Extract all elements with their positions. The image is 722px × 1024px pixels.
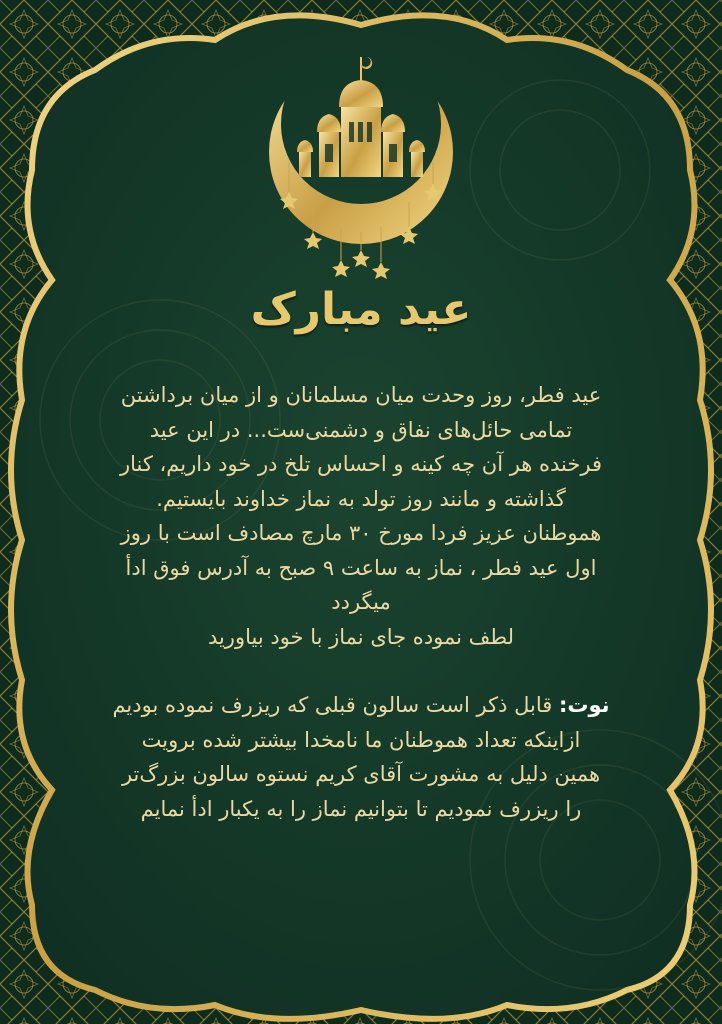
- message-line: گذاشته و مانند روز تولد به نماز خداوند بایستیم.: [156, 486, 566, 511]
- card-content: [30, 0, 692, 1024]
- greeting-title: عید مبارک: [250, 284, 472, 335]
- message-line: هموطنان عزیز فردا مورخ ۳۰ مارچ مصادف است با روز: [120, 521, 602, 545]
- message-line: فرخنده هر آن چه کینه و احساس تلخ در خود داریم، کنار: [119, 452, 603, 476]
- note-line: قابل ذکر است سالون قبلی که ریزرف نموده بودیم: [112, 693, 553, 717]
- message-line: اول عید فطر ، نماز به ساعت ۹ صبح به آدرس فوق ادأ: [125, 555, 597, 580]
- note-line: را ریزرف نمودیم تا بتوانیم نماز را به یکبار ادأ نمایم: [140, 796, 582, 821]
- note-first-line: [30, 688, 692, 723]
- message-line: عید فطر، روز وحدت میان مسلمانان و از میان برداشتن: [120, 383, 602, 407]
- message-body: [40, 378, 682, 654]
- note-line: همین دلیل به مشورت آقای کریم نستوه سالون بزرگ‌تر: [121, 762, 601, 786]
- message-line: میگردد: [331, 590, 391, 614]
- note-line: ازاینکه تعداد هموطنان ما نامخدا بیشتر شده برویت: [141, 727, 581, 752]
- message-line: لطف نموده جای نماز با خود بیاورید: [207, 624, 515, 649]
- note-block: [30, 688, 692, 826]
- note-label: نوت:: [559, 693, 610, 717]
- crescent-mosque-icon: [261, 52, 461, 282]
- message-line: تمامی حائل‌های نفاق و دشمنی‌ست... در این عید: [149, 417, 573, 442]
